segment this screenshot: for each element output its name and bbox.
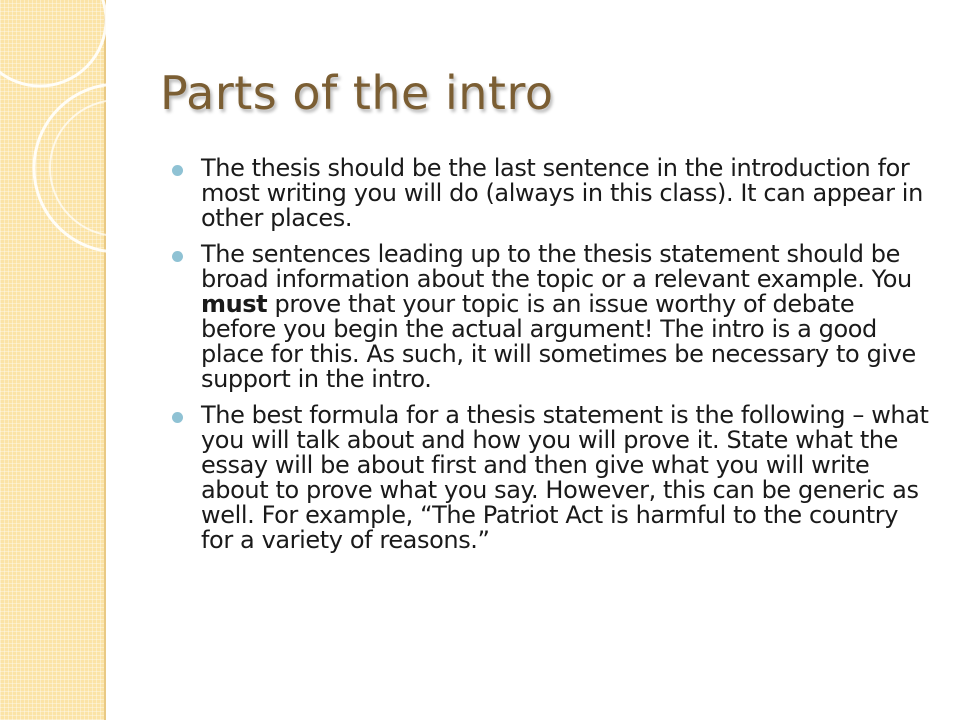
bullet-text: The thesis should be the last sentence in the introduction for most writing you will do (always in this class). It can appear in other places.	[201, 154, 923, 232]
bullet-item-2	[172, 242, 932, 392]
bullet-text-after: prove that your topic is an issue worthy of debate before you begin the actual argument! The intro is a good place for this. As such, it will sometimes be necessary to give support in the intro.	[201, 290, 916, 393]
bullet-text	[201, 240, 916, 393]
bullet-icon	[172, 251, 183, 262]
bullet-text: The best formula for a thesis statement is the following – what you will talk about and how you will prove it. State what the essay will be about first and then give what you will write about to prove what you say. However, this can be generic as well. For example, “The Patriot Act is harmful to the country for a variety of reasons.”	[201, 401, 929, 554]
bullet-text-before: The sentences leading up to the thesis statement should be broad information about the topic or a relevant example. You	[201, 240, 912, 293]
bullet-item-1	[172, 156, 932, 231]
decorative-rings-icon	[0, 0, 200, 260]
bullet-icon	[172, 412, 183, 423]
slide-title: Parts of the intro	[160, 66, 554, 120]
bullet-list	[172, 156, 932, 564]
bullet-text-emphasis: must	[201, 290, 268, 318]
bullet-icon	[172, 165, 183, 176]
bullet-item-3	[172, 403, 932, 553]
